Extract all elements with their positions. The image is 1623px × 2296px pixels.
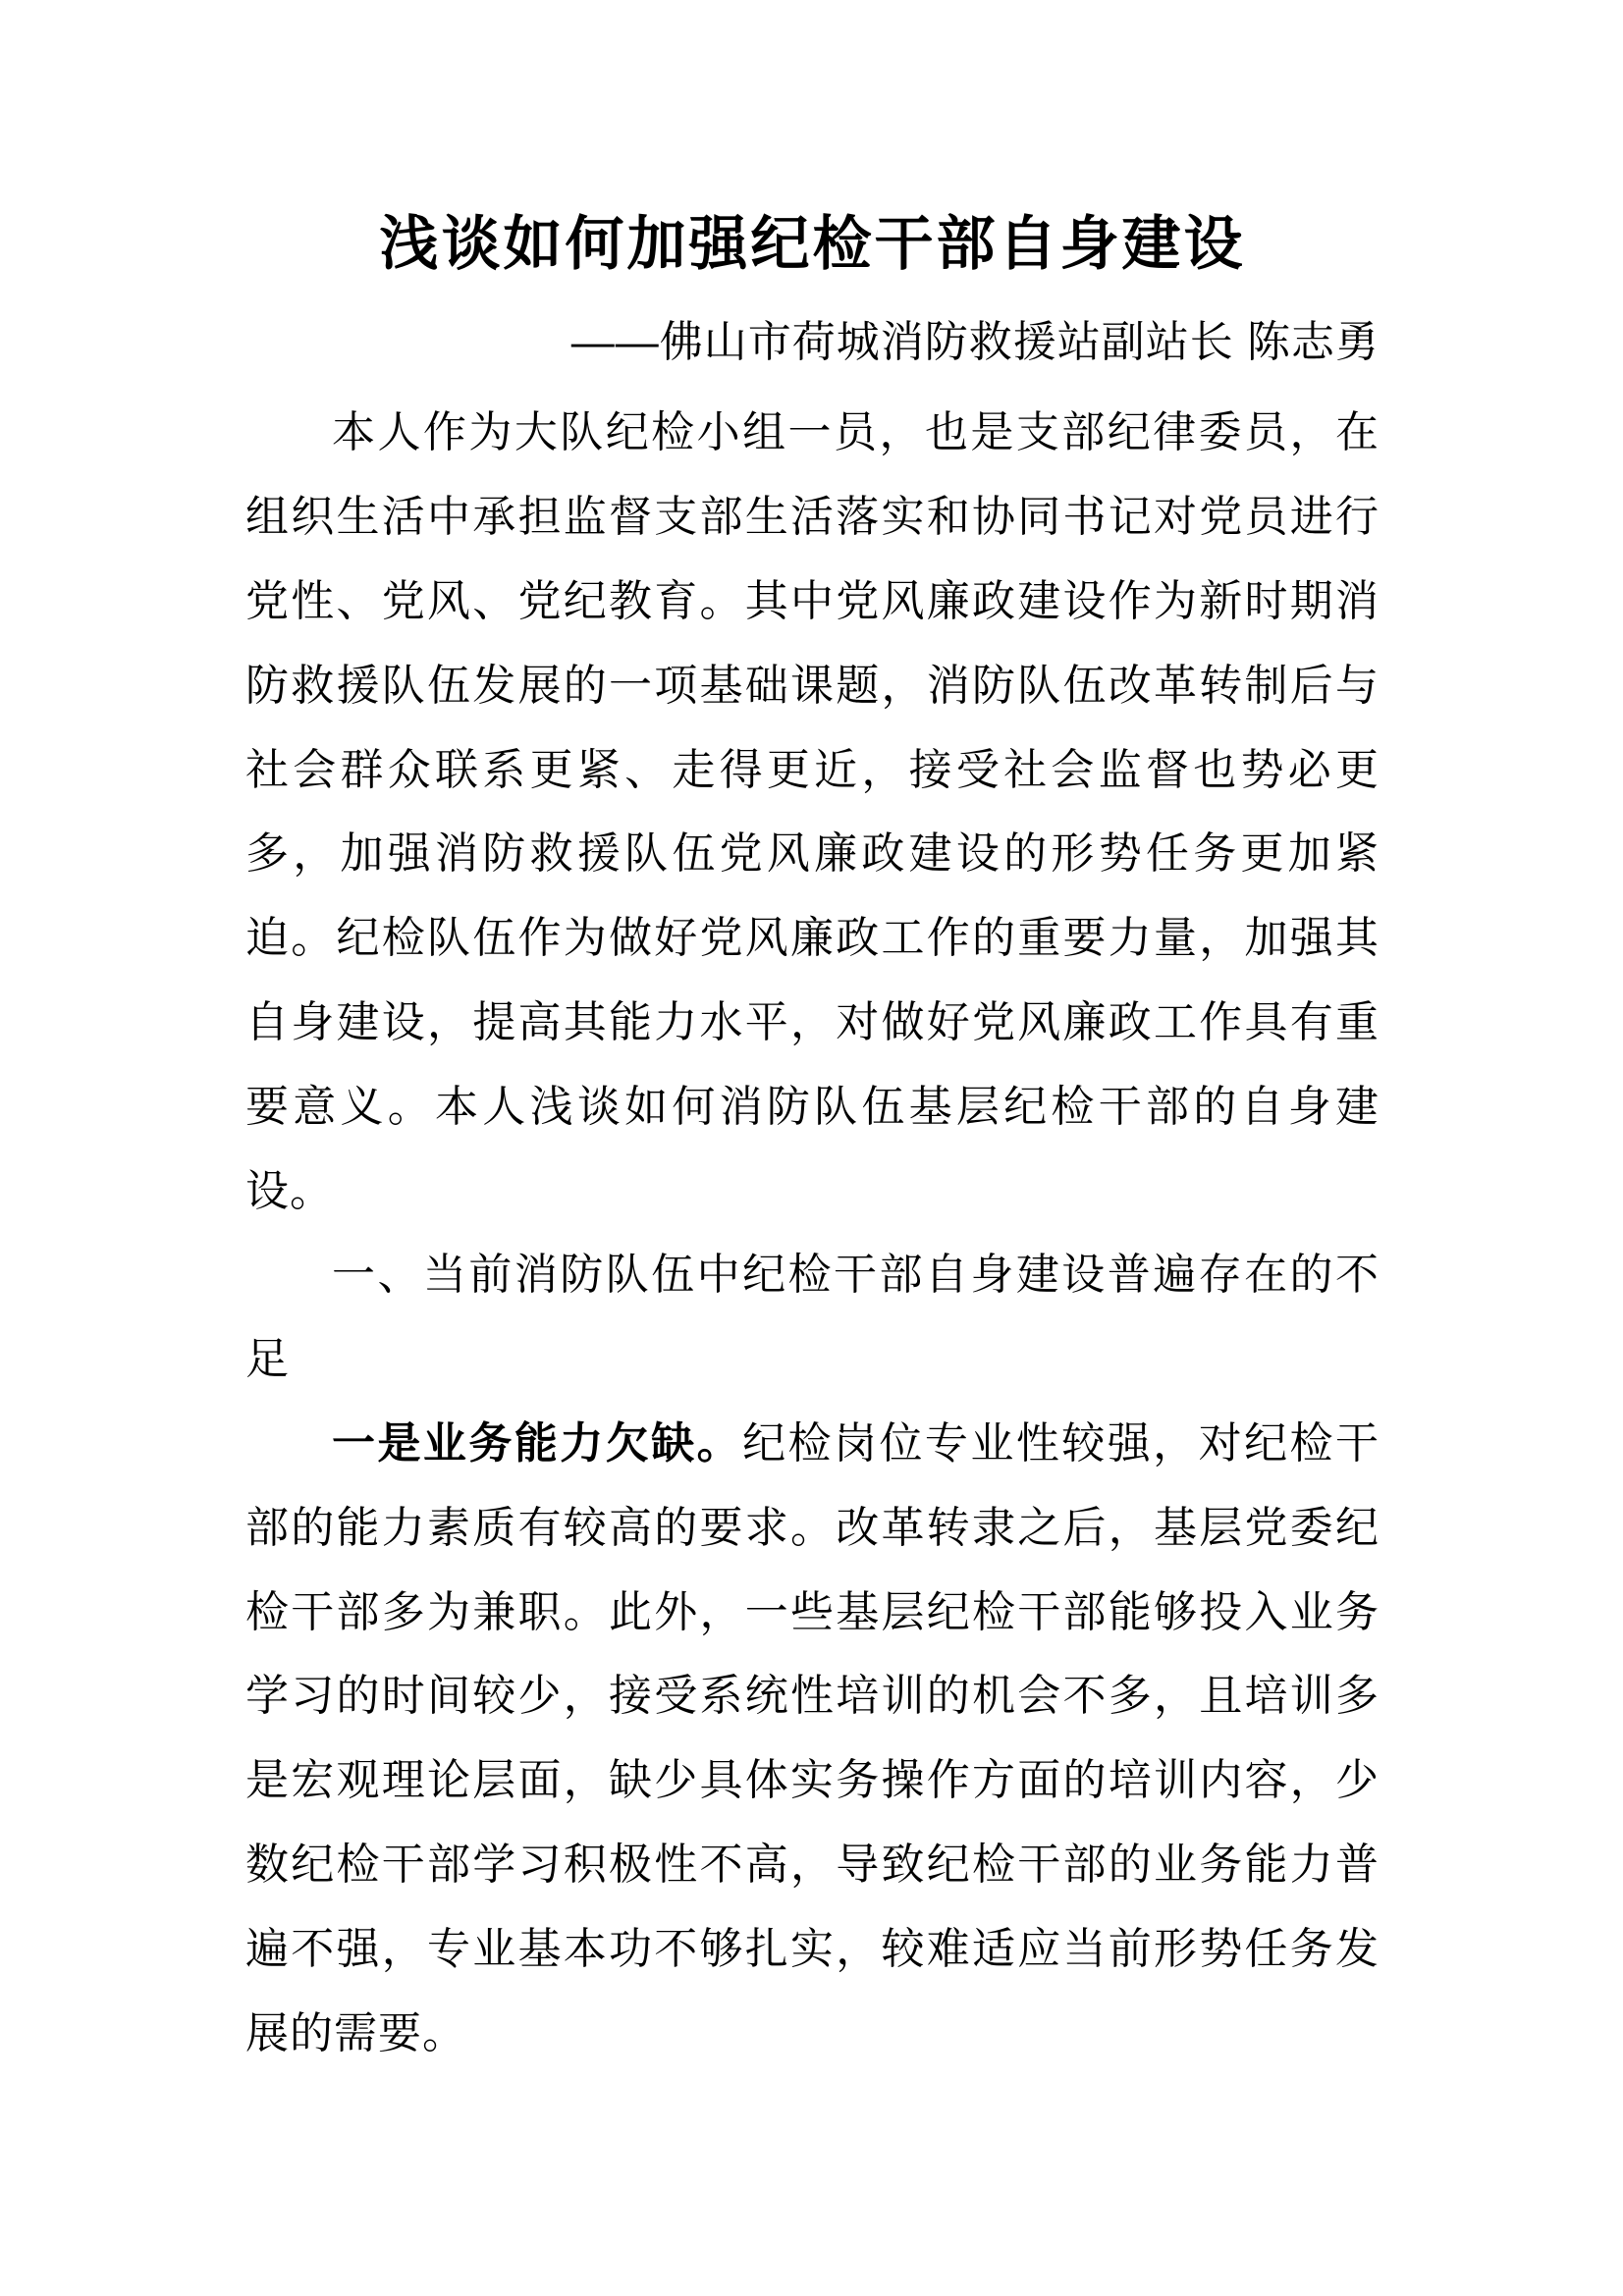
paragraph-with-bold-lead: 一是业务能力欠缺。纪检岗位专业性较强，对纪检干部的能力素质有较高的要求。改革转隶之后，基层党委纪检干部多为兼职。此外，一些基层纪检干部能够投入业务学习的时间较少，接受系统性培训的机会不多，且培训多是宏观理论层面，缺少具体实务操作方面的培训内容，少数纪检干部学习积极性不高，导致纪检干部的业务能力普遍不强，专业基本功不够扎实，较难适应当前形势任务发展的需要。 (245, 1418, 1380, 2057)
paragraph: 一、当前消防队伍中纪检干部自身建设普遍存在的不足 (245, 1251, 1380, 1384)
paragraph-bold-lead: 一是业务能力欠缺。 (332, 1418, 743, 1468)
paragraph: 本人作为大队纪检小组一员，也是支部纪律委员，在组织生活中承担监督支部生活落实和协同书记对党员进行党性、党风、党纪教育。其中党风廉政建设作为新时期消防救援队伍发展的一项基础课题，消防队伍改革转制后与社会群众联系更紧、走得更近，接受社会监督也势必更多，加强消防救援队伍党风廉政建设的形势任务更加紧迫。纪检队伍作为做好党风廉政工作的重要力量，加强其自身建设，提高其能力水平，对做好党风廉政工作具有重要意义。本人浅谈如何消防队伍基层纪检干部的自身建设。 (245, 408, 1380, 1215)
paragraphs (245, 391, 1380, 2075)
byline: ——佛山市荷城消防救援站副站长 陈志勇 (570, 318, 1380, 366)
document-title: 浅谈如何加强纪检干部自身建设 (379, 211, 1246, 277)
